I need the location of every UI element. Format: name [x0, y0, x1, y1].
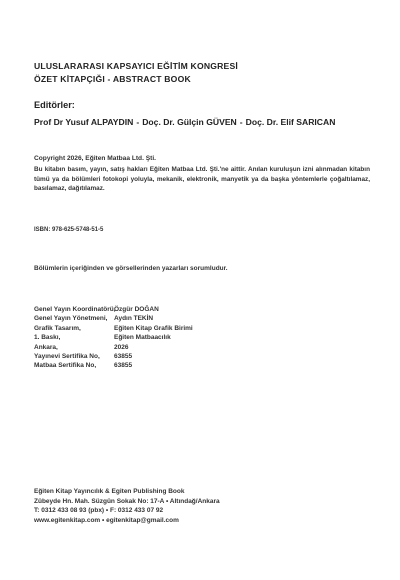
publisher-web: www.egitenkitap.com • egitenkitap@gmail.com [34, 516, 179, 524]
publisher-name: Eğiten Kitap Yayıncılık & Egiten Publishing Book [34, 488, 185, 495]
editor-name: Doç. Dr. Elif SARICAN [245, 117, 336, 127]
editor-name: Doç. Dr. Gülçin GÜVEN [142, 117, 237, 127]
imprint-value: Özgür DOĞAN [114, 306, 159, 313]
imprint-value: Aydın TEKİN [114, 315, 154, 323]
publisher-block [34, 487, 220, 525]
imprint-label: Matbaa Sertifika No, [34, 362, 97, 370]
imprint-value: Eğiten Matbaacılık [114, 334, 171, 342]
copyright-line: Copyright 2026, Eğiten Matbaa Ltd. Şti. [34, 155, 157, 162]
imprint-label: Genel Yayın Yönetmeni, [34, 315, 108, 323]
responsibility-statement: Bölümlerin içeriğinden ve görsellerinden yazarları sorumludur. [34, 265, 228, 272]
imprint-label: Genel Yayın Koordinatörü, [34, 306, 116, 313]
book-subtitle: ÖZET KİTAPÇIĞI - ABSTRACT BOOK [34, 74, 191, 84]
editor-separator: - [239, 117, 243, 127]
editors-list [34, 117, 335, 127]
copyright-notice: Bu kitabın basım, yayın, satış hakları Eğiten Matbaa Ltd. Şti.'ne aittir. Anılan kuruluşun izni alınmadan kitabın tümü ya da bölümleri fotokopi yoluyla, mekanik, elektronik, manyetik ya da başka yöntemlerle çoğaltılamaz, basılamaz, dağıtılamaz. [34, 166, 370, 193]
publisher-address: Zübeyde Hn. Mah. Süzgün Sokak No: 17-A • Altındağ/Ankara [34, 497, 220, 505]
publisher-phone: T: 0312 433 08 93 (pbx) • F: 0312 433 07 92 [34, 507, 164, 515]
editors-heading: Editörler: [34, 100, 75, 110]
imprint-value: 63855 [114, 362, 133, 370]
imprint-value: Eğiten Kitap Grafik Birimi [114, 324, 193, 332]
imprint-value: 63855 [114, 352, 133, 360]
editor-separator: - [136, 117, 140, 127]
isbn: ISBN: 978-625-5748-51-5 [34, 227, 104, 233]
imprint-label: 1. Baskı, [34, 334, 61, 342]
imprint-value: 2026 [114, 343, 129, 351]
imprint-label: Yayınevi Sertifika No, [34, 352, 100, 360]
book-title: ULUSLARARASI KAPSAYICI EĞİTİM KONGRESİ [34, 61, 239, 71]
editor-name: Prof Dr Yusuf ALPAYDIN [34, 117, 134, 127]
imprint-label: Grafik Tasarım, [34, 324, 81, 332]
imprint-label: Ankara, [34, 343, 58, 351]
